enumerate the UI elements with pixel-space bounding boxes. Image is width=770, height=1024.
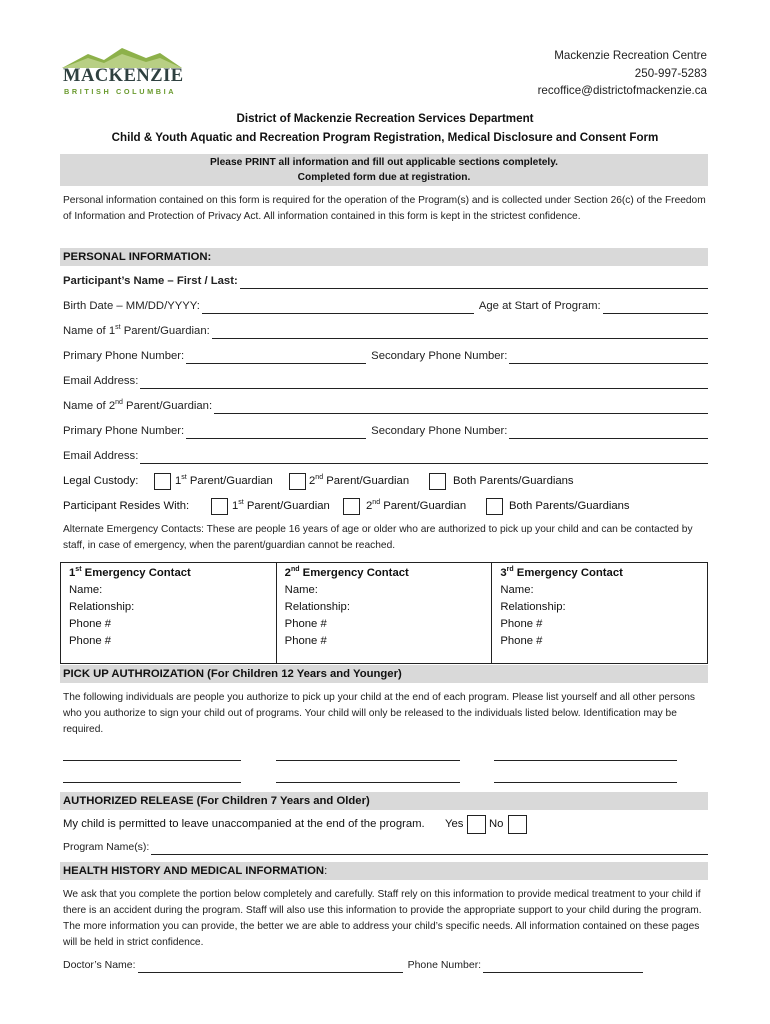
contact-phone: 250-997-5283 xyxy=(634,66,707,80)
release-heading: AUTHORIZED RELEASE (For Children 7 Years and Older) xyxy=(60,792,708,810)
resides-parent1-checkbox[interactable] xyxy=(211,498,228,515)
age-label: Age at Start of Program: xyxy=(478,300,601,312)
doctor-name-field[interactable] xyxy=(138,960,403,973)
pickup-person-field[interactable] xyxy=(276,770,460,783)
parent1-label: Name of 1st Parent/Guardian: xyxy=(63,324,210,337)
participant-name-label: Participant’s Name – First / Last xyxy=(63,275,234,287)
birth-date-label: Birth Date – MM/DD/YYYY: xyxy=(63,300,200,312)
program-names-row xyxy=(63,839,708,855)
resides-both-checkbox[interactable] xyxy=(486,498,503,515)
health-text: We ask that you complete the portion below completely and carefully. Staff rely on this information to provide medical treatment to your child if there is an accident during the program. Staff will also use this information to provide the appropriate support to your child during the program. The more information you can provide, the better we are able to address your child’s specific needs. All information contained on these pages will be held in strict confidence. xyxy=(63,889,702,948)
custody-parent1-checkbox[interactable] xyxy=(154,473,171,490)
emergency-contacts-table xyxy=(60,562,708,664)
release-question-row xyxy=(63,815,708,835)
legal-custody-row xyxy=(63,473,708,491)
department-title: District of Mackenzie Recreation Services Department xyxy=(236,112,534,125)
release-question: My child is permitted to leave unaccompanied at the end of the program. xyxy=(63,818,425,830)
parent2-row xyxy=(63,398,708,414)
parent2-field[interactable] xyxy=(214,401,708,414)
mackenzie-logo xyxy=(60,44,184,100)
secondary-phone-label: Secondary Phone Number: xyxy=(371,350,508,362)
participant-name-field[interactable] xyxy=(240,276,708,289)
print-notice xyxy=(60,154,708,186)
parent1-phone-row xyxy=(63,348,708,364)
pickup-person-field[interactable] xyxy=(63,748,241,761)
parent1-email-row xyxy=(63,373,708,389)
resides-with-label: Participant Resides With: xyxy=(63,500,190,512)
ec-relationship-field[interactable]: Relationship: xyxy=(500,601,566,613)
secondary-phone-field[interactable] xyxy=(509,351,708,364)
secondary-phone-label: Secondary Phone Number: xyxy=(371,425,508,437)
pickup-signature-row xyxy=(63,770,708,784)
ec-relationship-field[interactable]: Relationship: xyxy=(284,601,350,613)
contact-block xyxy=(538,47,707,100)
ec-phone-field[interactable]: Phone # xyxy=(500,618,543,630)
participant-name-row: Participant’s Name – First / Last : xyxy=(63,273,708,289)
emergency-contact-2 xyxy=(277,563,493,663)
health-heading: HEALTH HISTORY AND MEDICAL INFORMATION: xyxy=(60,862,708,880)
release-no-checkbox[interactable] xyxy=(508,815,527,834)
custody-both-label: Both Parents/Guardians xyxy=(453,475,574,487)
email-field-2[interactable] xyxy=(140,451,708,464)
ec-name-field[interactable]: Name: xyxy=(500,584,534,596)
release-yes-checkbox[interactable] xyxy=(467,815,486,834)
resides-parent2-checkbox[interactable] xyxy=(343,498,360,515)
ec-relationship-field[interactable]: Relationship: xyxy=(69,601,135,613)
contact-org: Mackenzie Recreation Centre xyxy=(554,49,707,62)
resides-parent1-label: 1st Parent/Guardian xyxy=(232,499,330,512)
emergency-contact-heading: 2nd Emergency Contact xyxy=(284,566,409,579)
notice-line-1: Please PRINT all information and fill out applicable sections completely. xyxy=(210,157,558,168)
emergency-contact-1 xyxy=(61,563,277,663)
ec-phone-field[interactable]: Phone # xyxy=(69,618,112,630)
custody-parent2-label: 2nd Parent/Guardian xyxy=(309,474,410,487)
contact-email: recoffice@districtofmackenzie.ca xyxy=(537,84,707,97)
legal-custody-label: Legal Custody: xyxy=(63,475,139,487)
doctor-row xyxy=(63,957,643,973)
notice-line-2: Completed form due at registration. xyxy=(297,172,471,183)
privacy-statement: Personal information contained on this form is required for the operation of the Program(s) and is collected under Section 26(c) of the Freedom of Information and Protection of Privacy Act. All information contained in this form is kept in the strictest confidence. xyxy=(63,195,706,222)
custody-parent1-label: 1st Parent/Guardian xyxy=(175,474,273,487)
doctor-name-label: Doctor’s Name: xyxy=(63,959,136,971)
resides-with-row xyxy=(63,498,708,516)
program-names-field[interactable] xyxy=(151,842,708,855)
custody-both-checkbox[interactable] xyxy=(429,473,446,490)
doctor-phone-field[interactable] xyxy=(483,960,643,973)
pickup-person-field[interactable] xyxy=(63,770,241,783)
form-title: Child & Youth Aquatic and Recreation Program Registration, Medical Disclosure and Consent Form xyxy=(111,131,659,144)
emergency-contact-heading: 3rd Emergency Contact xyxy=(500,566,623,579)
logo-name: MACKENZIE xyxy=(63,66,184,86)
age-field[interactable] xyxy=(603,301,708,314)
pickup-person-field[interactable] xyxy=(494,770,677,783)
email-label: Email Address: xyxy=(63,450,139,462)
logo-subtitle: BRITISH COLUMBIA xyxy=(64,87,177,96)
primary-phone-field[interactable] xyxy=(186,351,366,364)
pickup-person-field[interactable] xyxy=(276,748,460,761)
email-field[interactable] xyxy=(140,376,708,389)
pickup-heading: PICK UP AUTHROIZATION (For Children 12 Years and Younger) xyxy=(60,665,708,683)
emergency-contact-heading: 1st Emergency Contact xyxy=(69,566,191,579)
alternate-contacts-note: Alternate Emergency Contacts: These are people 16 years of age or older who are authorized to pick up your child and can be contacted by staff, in case of emergency, when the parent/guardian cannot be reached. xyxy=(63,524,693,551)
pickup-person-field[interactable] xyxy=(494,748,677,761)
program-names-label: Program Name(s): xyxy=(63,841,150,853)
ec-name-field[interactable]: Name: xyxy=(284,584,318,596)
release-yes-label: Yes xyxy=(445,818,464,830)
ec-phone-field[interactable]: Phone # xyxy=(284,618,327,630)
parent1-row xyxy=(63,323,708,339)
parent2-phone-row xyxy=(63,423,708,439)
primary-phone-label: Primary Phone Number: xyxy=(63,425,185,437)
ec-phone-field[interactable]: Phone # xyxy=(500,635,543,647)
parent2-email-row xyxy=(63,448,708,464)
primary-phone-label: Primary Phone Number: xyxy=(63,350,185,362)
pickup-text: The following individuals are people you authorize to pick up your child at the end of each program. Please list yourself and all other persons who you authorize to sign your child out of programs. Your child will only be released to the individuals listed below. Identification may be required. xyxy=(63,692,695,735)
ec-name-field[interactable]: Name: xyxy=(69,584,103,596)
emergency-contact-3 xyxy=(492,563,707,663)
primary-phone-field-2[interactable] xyxy=(186,426,366,439)
parent2-label: Name of 2nd Parent/Guardian: xyxy=(63,399,213,412)
doctor-phone-label: Phone Number: xyxy=(407,959,482,971)
birth-date-row xyxy=(63,298,708,314)
custody-parent2-checkbox[interactable] xyxy=(289,473,306,490)
release-no-label: No xyxy=(489,818,504,830)
birth-date-field[interactable] xyxy=(202,301,474,314)
parent1-field[interactable] xyxy=(212,326,708,339)
resides-parent2-label: 2nd Parent/Guardian xyxy=(366,499,467,512)
pickup-signature-row xyxy=(63,748,708,762)
email-label: Email Address: xyxy=(63,375,139,387)
ec-phone-field[interactable]: Phone # xyxy=(69,635,112,647)
secondary-phone-field-2[interactable] xyxy=(509,426,708,439)
ec-phone-field[interactable]: Phone # xyxy=(284,635,327,647)
resides-both-label: Both Parents/Guardians xyxy=(509,500,630,512)
personal-info-heading: PERSONAL INFORMATION: xyxy=(60,248,708,266)
